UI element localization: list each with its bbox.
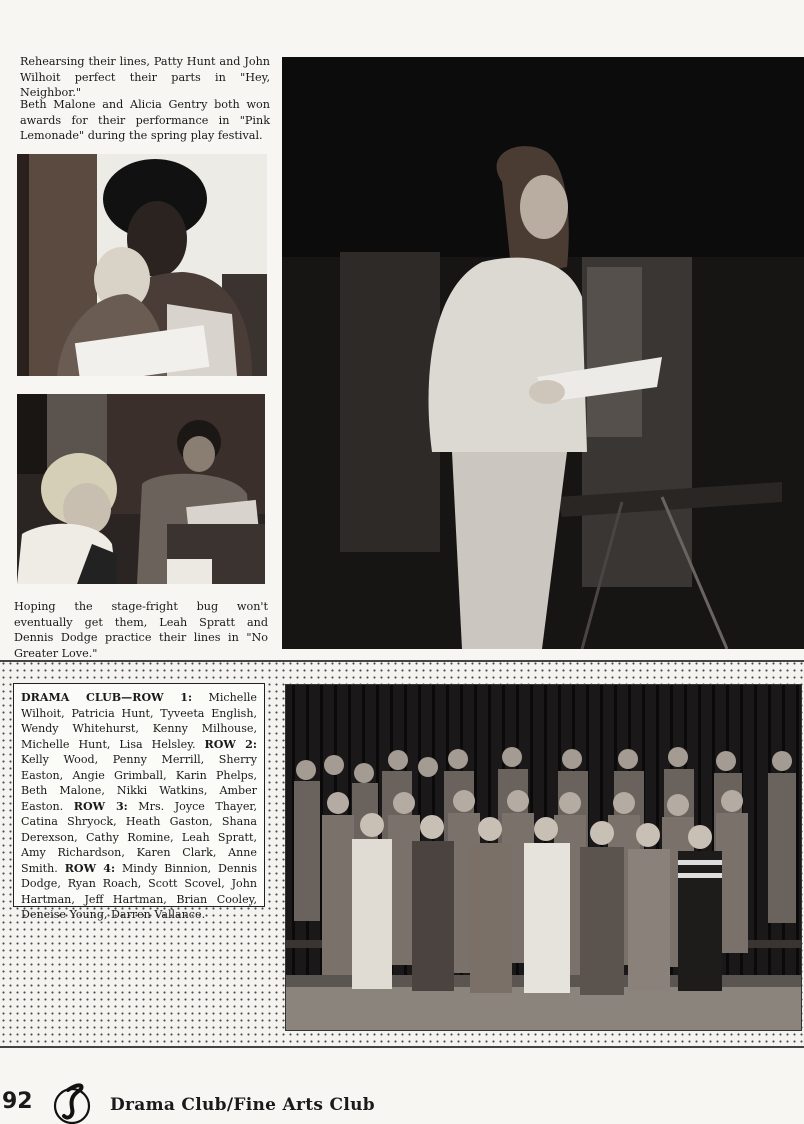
roster-box	[13, 683, 265, 921]
roster-row1: Michelle Wilhoit, Patricia Hunt, Tyveeta English, Wendy Whitehurst, Kenny Milhouse, Michelle Hunt, Lisa Helsley.	[21, 691, 257, 751]
photo-stage-reading	[282, 57, 804, 649]
roster-row2-label: ROW 2:	[204, 737, 257, 751]
roster-row3: Mrs. Joyce Thayer, Catina Shryock, Heath Gaston, Shana Derexson, Cathy Romine, Leah Spratt, Amy Richardson, Karen Clark, Anne Smith.	[21, 799, 257, 875]
roster-heading: DRAMA CLUB—ROW 1:	[21, 691, 193, 704]
photo-leah-dennis-practice	[17, 394, 265, 584]
divider-bottom	[0, 1046, 804, 1048]
script-logo-icon	[50, 1080, 94, 1124]
roster-row3-label: ROW 3:	[73, 799, 128, 813]
photo-rehearsing-girls	[17, 154, 267, 376]
roster-row2: Kelly Wood, Penny Merrill, Sherry Easton, Angie Grimball, Karin Phelps, Beth Malone, Nikki Watkins, Amber Easton.	[21, 753, 257, 813]
caption-hey-neighbor: Rehearsing their lines, Patty Hunt and John Wilhoit perfect their parts in "Hey, Neighbor."	[20, 55, 270, 99]
roster-row4-label: ROW 4:	[64, 861, 116, 875]
caption-pink-lemonade: Beth Malone and Alicia Gentry both won awards for their performance in "Pink Lemonade" during the spring play festival.	[20, 98, 270, 142]
divider-top	[0, 660, 804, 662]
section-title: Drama Club/Fine Arts Club	[110, 1095, 375, 1115]
photo-drama-club-group	[285, 684, 802, 1031]
page-number: 92	[2, 1089, 33, 1114]
caption-no-greater-love: Hoping the stage-fright bug won't eventually get them, Leah Spratt and Dennis Dodge practice their lines in "No Greater Love."	[14, 600, 268, 660]
roster-row4: Mindy Binnion, Dennis Dodge, Ryan Roach, Scott Scovel, John Hartman, Jeff Hartman, Brian Cooley, Deneise Young, Darren Vallance.	[21, 861, 258, 921]
roster-text	[21, 690, 257, 923]
